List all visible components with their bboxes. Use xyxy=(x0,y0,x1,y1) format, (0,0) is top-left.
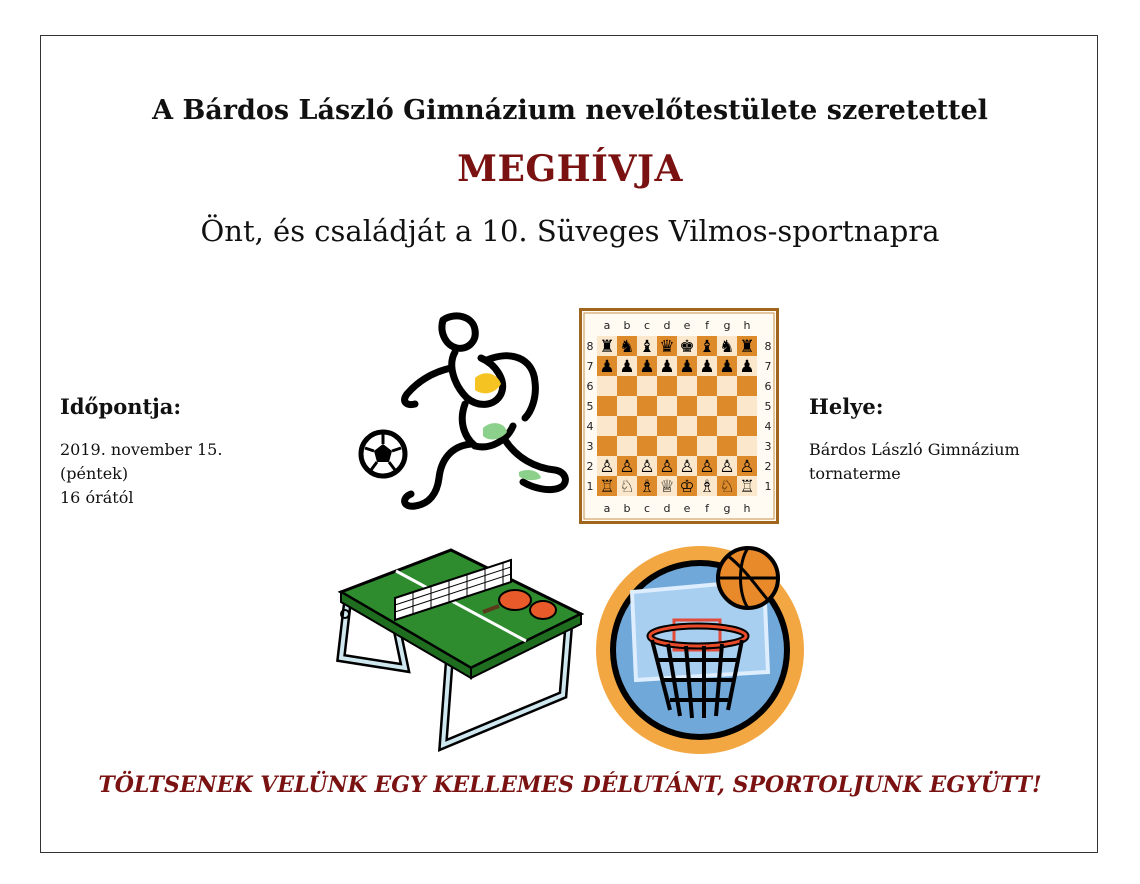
place-room: tornaterme xyxy=(809,464,901,483)
chess-square xyxy=(637,376,657,396)
chess-file-label: f xyxy=(705,319,709,332)
chess-square xyxy=(717,416,737,436)
chess-piece: ♝ xyxy=(699,337,715,357)
time-hour: 16 órától xyxy=(60,488,134,507)
chess-piece: ♟ xyxy=(659,357,675,377)
chess-square xyxy=(617,396,637,416)
chess-square xyxy=(697,376,717,396)
chess-square xyxy=(637,416,657,436)
chess-rank-label: 4 xyxy=(764,420,772,433)
time-info xyxy=(60,438,222,510)
chess-piece: ♙ xyxy=(699,457,715,477)
chess-piece: ♙ xyxy=(719,457,735,477)
chess-rank-label: 3 xyxy=(764,440,772,453)
chess-piece: ♜ xyxy=(739,337,755,357)
chess-square xyxy=(597,396,617,416)
ping-pong-table-icon xyxy=(333,540,588,755)
chess-piece: ♝ xyxy=(639,337,655,357)
chess-piece: ♕ xyxy=(659,477,675,497)
chess-piece: ♞ xyxy=(719,337,735,357)
chess-square xyxy=(657,416,677,436)
chess-file-label: e xyxy=(683,502,691,515)
chess-piece: ♞ xyxy=(619,337,635,357)
chess-file-label: e xyxy=(683,319,691,332)
chess-square xyxy=(657,436,677,456)
chess-square xyxy=(637,436,657,456)
chess-piece: ♔ xyxy=(679,477,695,497)
chess-file-label: a xyxy=(603,502,611,515)
chess-square xyxy=(717,436,737,456)
chess-rank-label: 7 xyxy=(586,360,594,373)
chess-file-label: d xyxy=(663,502,671,515)
chess-rank-label: 1 xyxy=(586,480,594,493)
chess-file-label: g xyxy=(723,502,731,515)
chess-square xyxy=(637,396,657,416)
invitation-title: MEGHÍVJA xyxy=(457,148,683,190)
chess-file-label: b xyxy=(623,319,631,332)
place-name: Bárdos László Gimnázium xyxy=(809,440,1020,459)
chess-square xyxy=(737,436,757,456)
chess-piece: ♗ xyxy=(699,477,715,497)
chess-piece: ♟ xyxy=(679,357,695,377)
chess-piece: ♛ xyxy=(659,337,675,357)
chess-square xyxy=(597,376,617,396)
chess-piece: ♙ xyxy=(659,457,675,477)
chess-file-label: b xyxy=(623,502,631,515)
place-label: Helye: xyxy=(809,394,884,419)
chess-rank-label: 5 xyxy=(586,400,594,413)
chess-square xyxy=(677,416,697,436)
chess-file-label: f xyxy=(705,502,709,515)
chess-piece: ♟ xyxy=(739,357,755,377)
chess-piece: ♟ xyxy=(719,357,735,377)
chess-rank-label: 5 xyxy=(764,400,772,413)
chess-square xyxy=(657,376,677,396)
chess-piece: ♗ xyxy=(639,477,655,497)
chess-rank-label: 3 xyxy=(586,440,594,453)
chess-rank-label: 8 xyxy=(586,340,594,353)
chess-piece: ♚ xyxy=(679,337,695,357)
chess-file-label: c xyxy=(643,319,651,332)
invitation-footer: TÖLTSENEK VELÜNK EGY KELLEMES DÉLUTÁNT, SPORTOLJUNK EGYÜTT! xyxy=(98,772,1042,798)
chess-file-label: g xyxy=(723,319,731,332)
chess-rank-label: 2 xyxy=(586,460,594,473)
chess-piece: ♖ xyxy=(739,477,755,497)
chess-piece: ♘ xyxy=(619,477,635,497)
chess-rank-label: 7 xyxy=(764,360,772,373)
chess-square xyxy=(737,416,757,436)
chess-square xyxy=(677,376,697,396)
chess-piece: ♖ xyxy=(599,477,615,497)
chess-rank-label: 8 xyxy=(764,340,772,353)
chess-piece: ♟ xyxy=(599,357,615,377)
chess-piece: ♙ xyxy=(619,457,635,477)
chess-file-label: h xyxy=(743,502,751,515)
place-info xyxy=(809,438,1020,486)
chess-square xyxy=(677,396,697,416)
chess-piece: ♟ xyxy=(619,357,635,377)
chess-square xyxy=(717,396,737,416)
chess-file-label: h xyxy=(743,319,751,332)
chess-piece: ♙ xyxy=(679,457,695,477)
chessboard-icon xyxy=(579,308,779,524)
chess-square xyxy=(617,436,637,456)
chess-piece: ♙ xyxy=(739,457,755,477)
chess-square xyxy=(697,396,717,416)
basketball-hoop-icon xyxy=(592,540,812,760)
chess-square xyxy=(717,376,737,396)
chess-piece: ♙ xyxy=(639,457,655,477)
chess-rank-label: 6 xyxy=(764,380,772,393)
chess-piece: ♜ xyxy=(599,337,615,357)
time-day: (péntek) xyxy=(60,464,129,483)
chess-square xyxy=(737,376,757,396)
chess-piece: ♘ xyxy=(719,477,735,497)
chess-rank-label: 1 xyxy=(764,480,772,493)
chess-rank-label: 4 xyxy=(586,420,594,433)
chess-square xyxy=(597,436,617,456)
time-date: 2019. november 15. xyxy=(60,440,223,459)
chess-rank-label: 6 xyxy=(586,380,594,393)
soccer-player-icon xyxy=(355,308,575,523)
chess-square xyxy=(737,396,757,416)
invitation-heading: A Bárdos László Gimnázium nevelőtestülete szeretettel xyxy=(152,95,988,126)
chess-file-label: d xyxy=(663,319,671,332)
chess-piece: ♟ xyxy=(639,357,655,377)
chess-file-label: c xyxy=(643,502,651,515)
invitation-subtitle: Önt, és családját a 10. Süveges Vilmos-sportnapra xyxy=(200,214,940,248)
chess-rank-label: 2 xyxy=(764,460,772,473)
chess-square xyxy=(697,416,717,436)
chess-square xyxy=(657,396,677,416)
chess-square xyxy=(697,436,717,456)
chess-piece: ♙ xyxy=(599,457,615,477)
chess-file-label: a xyxy=(603,319,611,332)
chess-square xyxy=(677,436,697,456)
chess-square xyxy=(597,416,617,436)
chess-piece: ♟ xyxy=(699,357,715,377)
chess-square xyxy=(617,416,637,436)
time-label: Időpontja: xyxy=(60,394,182,419)
chess-square xyxy=(617,376,637,396)
